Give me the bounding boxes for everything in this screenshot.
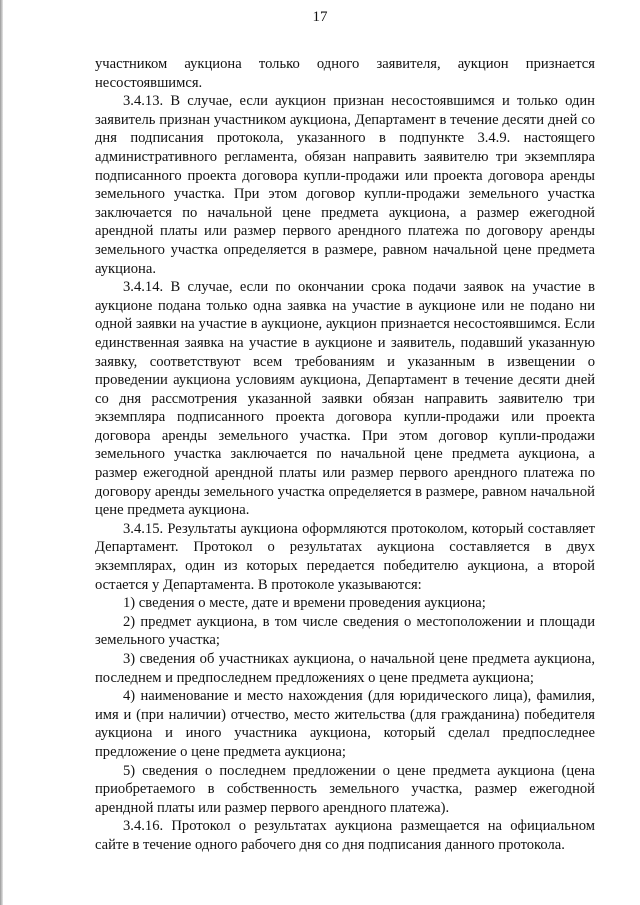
- list-item-2: 2) предмет аукциона, в том числе сведения о местоположении и площади земельного участка;: [95, 613, 595, 649]
- list-item-5: 5) сведения о последнем предложении о цене предмета аукциона (цена приобретаемого в собственность земельного участка, размер ежегодной арендной платы или размер первого арендного платежа).: [95, 762, 595, 816]
- paragraph-3-4-14: 3.4.14. В случае, если по окончании срока подачи заявок на участие в аукционе подана только одна заявка на участие в аукционе или не подано ни одной заявки на участие в аукционе, аукцион признается несостоявшимся. Если единственная заявка на участие в аукционе и заявитель, подавший указанную заявку, соответствуют всем требованиям и указанным в извещении о проведении аукциона условиям аукциона, Департамент в течение десяти дней со дня рассмотрения указанной заявки обязан направить заявителю три экземпляра подписанного проекта договора купли-продажи или проекта договора аренды земельного участка. При этом договор купли-продажи земельного участка заключается по начальной цене предмета аукциона, а размер ежегодной арендной платы или размер первого арендного платежа по договору аренды земельного участка определяется в размере, равном начальной цене предмета аукциона.: [95, 279, 595, 519]
- paragraph-3-4-13: 3.4.13. В случае, если аукцион признан несостоявшимся и только один заявитель признан участником аукциона, Департамент в течение десяти дней со дня подписания протокола, указанного в подпункте 3.4.9. настоящего административного регламента, обязан направить заявителю три экземпляра подписанного проекта договора купли-продажи или проекта договора аренды земельного участка. При этом договор купли-продажи земельного участка заключается по начальной цене предмета аукциона, а размер ежегодной арендной платы или размер первого арендного платежа по договору аренды земельного участка определяется в размере, равном начальной цене предмета аукциона.: [95, 93, 595, 277]
- paragraph-continuation: участником аукциона только одного заявителя, аукцион признается несостоявшимся.: [95, 56, 595, 91]
- paragraph-3-4-16: 3.4.16. Протокол о результатах аукциона размещается на официальном сайте в течение одного рабочего дня со дня подписания данного протокола.: [95, 818, 595, 853]
- scan-edge-shadow: [0, 0, 3, 905]
- list-item-4: 4) наименование и место нахождения (для юридического лица), фамилия, имя и (при наличии) отчество, место жительства (для гражданина) победителя аукциона и иного участника аукциона, который сделал предпоследнее предложение о цене предмета аукциона;: [95, 688, 595, 760]
- document-body: [95, 55, 595, 855]
- list-item-3: 3) сведения об участниках аукциона, о начальной цене предмета аукциона, последнем и предпоследнем предложениях о цене предмета аукциона;: [95, 651, 595, 686]
- list-item-1: 1) сведения о месте, дате и времени проведения аукциона;: [123, 595, 486, 612]
- paragraph-3-4-15: 3.4.15. Результаты аукциона оформляются протоколом, который составляет Департамент. Протокол о результатах аукциона составляется в двух экземплярах, один из которых передается победителю аукциона, а второй остается у Департамента. В протоколе указываются:: [95, 520, 595, 593]
- page-number: 17: [312, 9, 328, 25]
